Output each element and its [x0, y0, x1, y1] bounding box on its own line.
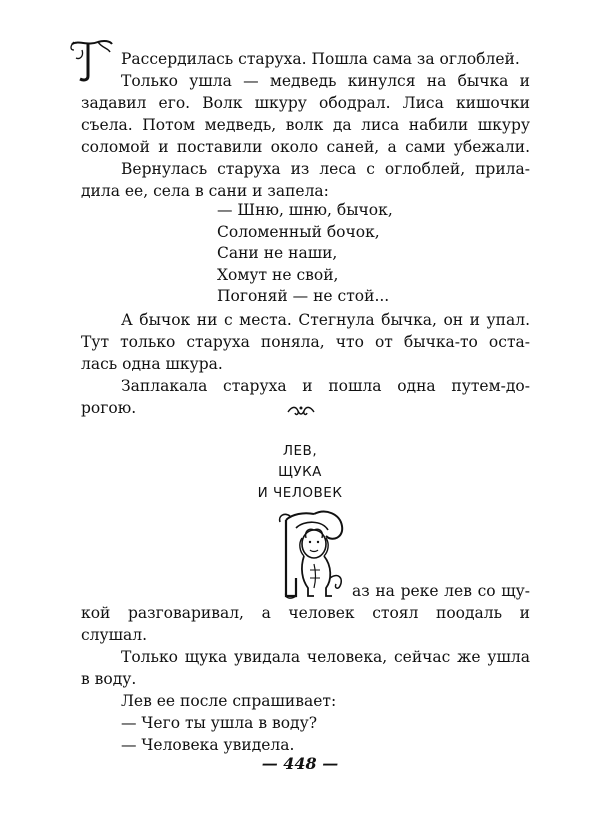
- story1-after-line-1: А бычок ни с места. Стегнула бычка, он и упал.: [121, 311, 530, 329]
- story2-title-line-2: ЩУКА: [278, 464, 322, 480]
- story1-line-6: Вернулась старуха из леса с оглоблей, прила-: [121, 160, 530, 178]
- story1-after-line-3: лась одна шкура.: [81, 355, 223, 373]
- story1-line-4: съела. Потом медведь, волк да лиса набили шкуру: [81, 116, 530, 134]
- story2-line-8: — Человека увидела.: [121, 736, 295, 754]
- story1-after-line-4: Заплакала старуха и пошла одна путем-до-: [121, 377, 530, 395]
- ornament-divider-icon: [286, 404, 316, 418]
- story1-line-2: Только ушла — медведь кинулся на бычка и: [121, 72, 530, 90]
- poem-block: [217, 200, 393, 308]
- story2-line-4: Только щука увидала человека, сейчас же ушла: [121, 648, 530, 666]
- story2-line-3: слушал.: [81, 626, 148, 644]
- story2-line-1: аз на реке лев со щу-: [352, 582, 530, 600]
- story1-line-3: задавил его. Волк шкуру ободрал. Лиса кишочки: [81, 94, 530, 112]
- story2-title-line-3: И ЧЕЛОВЕК: [257, 485, 343, 501]
- poem-line-3: Сани не наши,: [217, 244, 338, 262]
- story1-line-1: Рассердилась старуха. Пошла сама за оглоблей.: [121, 50, 520, 68]
- poem-line-1: — Шню, шню, бычок,: [217, 201, 393, 219]
- story1-line-5: соломой и поставили около саней, а сами убежали.: [81, 138, 530, 156]
- poem-line-5: Погоняй — не стой...: [217, 287, 390, 305]
- drop-cap-ornament-icon: [68, 38, 114, 82]
- story1-after-line-5: рогою.: [81, 399, 137, 417]
- story2-title-line-1: ЛЕВ,: [282, 443, 318, 459]
- story1-after-line-2: Тут только старуха поняла, что от бычка-то оста-: [81, 333, 530, 351]
- story2-line-2: кой разговаривал, а человек стоял поодаль и: [81, 604, 530, 622]
- poem-line-2: Соломенный бочок,: [217, 222, 380, 241]
- page-number: — 448 —: [261, 754, 339, 773]
- story2-line-7: — Чего ты ушла в воду?: [121, 714, 318, 732]
- story2-line-5: в воду.: [81, 670, 137, 688]
- story2-line-6: Лев ее после спрашивает:: [121, 692, 337, 710]
- lion-drop-cap-icon: [274, 508, 354, 602]
- story1-line-7: дила ее, села в сани и запела:: [81, 182, 329, 200]
- poem-line-4: Хомут не свой,: [217, 265, 339, 284]
